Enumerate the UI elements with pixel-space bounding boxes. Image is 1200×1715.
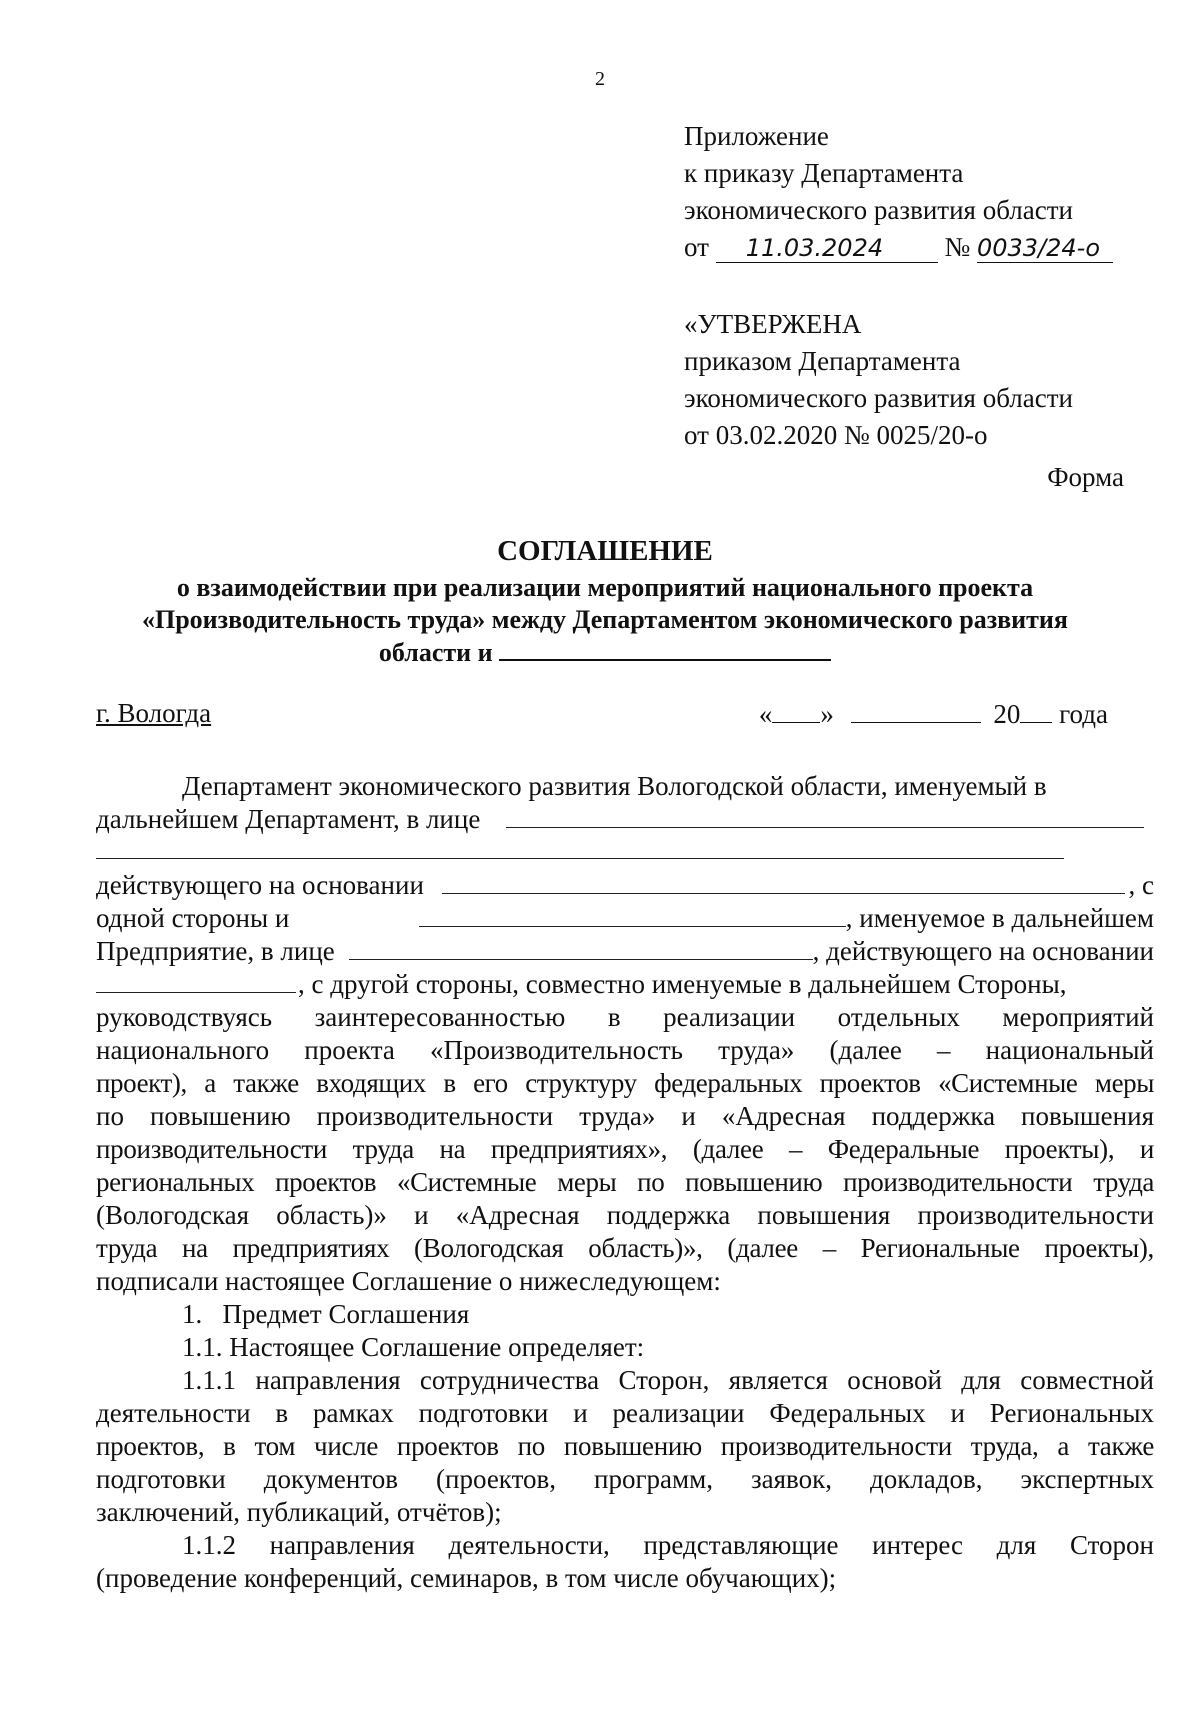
approved-line: приказом Департамента xyxy=(684,346,961,376)
body-line: (проведение конференций, семинаров, в том числе обучающих); xyxy=(96,1563,837,1593)
document-subtitle xyxy=(80,637,1130,668)
body-line xyxy=(96,968,1154,1001)
appendix-ot: от xyxy=(684,232,709,262)
body-line xyxy=(96,803,1154,836)
body-line: национального проекта «Производительность труда» (далее – национальный xyxy=(96,1035,1154,1065)
section-heading: 1. Предмет Соглашения xyxy=(182,1299,470,1329)
body-text: одной стороны и xyxy=(96,903,290,933)
blank-field xyxy=(419,904,845,927)
appendix-no: № xyxy=(944,232,971,262)
blank-field xyxy=(499,637,831,661)
body-line: заключений, публикаций, отчётов); xyxy=(96,1497,502,1527)
document-subtitle: о взаимодействии при реализации мероприятий национального проекта xyxy=(176,573,1034,602)
body-text: , действующего на основании xyxy=(812,936,1154,966)
body-line xyxy=(96,770,1154,803)
blank-month xyxy=(851,698,981,723)
blank-day xyxy=(772,698,820,723)
form-label: Форма xyxy=(1047,462,1124,492)
blank-field xyxy=(442,871,1125,894)
body-text: дальнейшем Департамент, в лице xyxy=(96,804,481,834)
date-year: 20 xyxy=(993,699,1021,729)
document-title: СОГЛАШЕНИЕ xyxy=(497,535,713,567)
body-line: по повышению производительности труда» и «Адресная поддержка повышения xyxy=(96,1101,1154,1131)
appendix-line: экономического развития области xyxy=(684,195,1073,225)
blank-field xyxy=(96,970,296,993)
date-quote-close: » xyxy=(820,699,834,729)
blank-field xyxy=(96,836,1064,859)
body-line xyxy=(96,902,1154,935)
date-quote-open: « xyxy=(758,699,773,729)
body-text: действующего на основании xyxy=(96,870,424,900)
body-line: 1.1.1 направления сотрудничества Сторон, является основой для совместной xyxy=(182,1365,1154,1395)
date-blank xyxy=(759,698,1108,730)
approved-line: экономического развития области xyxy=(684,383,1073,413)
blank-field xyxy=(506,805,1144,828)
body-text: , именуемое в дальнейшем xyxy=(845,903,1154,933)
handwritten-number: 0033/24-о xyxy=(977,234,1113,263)
place-name: г. Вологда xyxy=(96,698,212,728)
body-line: проектов, в том числе проектов по повышению производительности труда, а также xyxy=(96,1431,1154,1461)
body-text: Предприятие, в лице xyxy=(96,936,335,966)
appendix-line: к приказу Департамента xyxy=(684,158,964,188)
body-line: подписали настоящее Соглашение о нижеследующем: xyxy=(96,1266,721,1296)
body-line xyxy=(96,935,1154,968)
body-line: проект), а также входящих в его структуру федеральных проектов «Системные меры xyxy=(96,1068,1154,1098)
agreement-body xyxy=(96,770,1154,1595)
document-subtitle: «Производительность труда» между Департаментом экономического развития xyxy=(142,605,1068,634)
body-line: производительности труда на предприятиях», (далее – Федеральные проекты), и xyxy=(96,1134,1154,1164)
handwritten-date: 11.03.2024 xyxy=(716,234,938,263)
date-suffix: года xyxy=(1059,699,1108,729)
approved-line: от 03.02.2020 № 0025/20-о xyxy=(684,420,988,450)
appendix-date-line xyxy=(684,229,1113,266)
approved-block xyxy=(684,306,1073,454)
blank-field xyxy=(349,937,813,960)
page-number: 2 xyxy=(595,68,605,90)
appendix-block xyxy=(684,118,1113,266)
body-line xyxy=(96,836,1154,869)
body-text: Департамент экономического развития Вологодской области, именуемый в xyxy=(182,771,1047,801)
body-text: , с xyxy=(1128,870,1154,900)
place-date-row xyxy=(96,698,1108,736)
body-line: (Вологодская область)» и «Адресная поддержка повышения производительности xyxy=(96,1200,1154,1230)
subtitle-text: области и xyxy=(378,638,493,667)
subsection-heading: 1.1. Настоящее Соглашение определяет: xyxy=(182,1332,645,1362)
body-line: подготовки документов (проектов, программ, заявок, докладов, экспертных xyxy=(96,1464,1154,1494)
approved-line: «УТВЕРЖЕНА xyxy=(684,309,862,339)
body-line: труда на предприятиях (Вологодская область)», (далее – Региональные проекты), xyxy=(96,1233,1154,1263)
blank-year xyxy=(1020,698,1052,723)
appendix-line: Приложение xyxy=(684,121,829,151)
body-line: региональных проектов «Системные меры по повышению производительности труда xyxy=(96,1167,1154,1197)
body-line: руководствуясь заинтересованностью в реализации отдельных мероприятий xyxy=(96,1002,1154,1032)
body-line: деятельности в рамках подготовки и реализации Федеральных и Региональных xyxy=(96,1398,1154,1428)
body-text: , с другой стороны, совместно именуемые в дальнейшем Стороны, xyxy=(298,969,1067,999)
body-line xyxy=(96,869,1154,902)
body-line: 1.1.2 направления деятельности, представляющие интерес для Сторон xyxy=(182,1530,1154,1560)
